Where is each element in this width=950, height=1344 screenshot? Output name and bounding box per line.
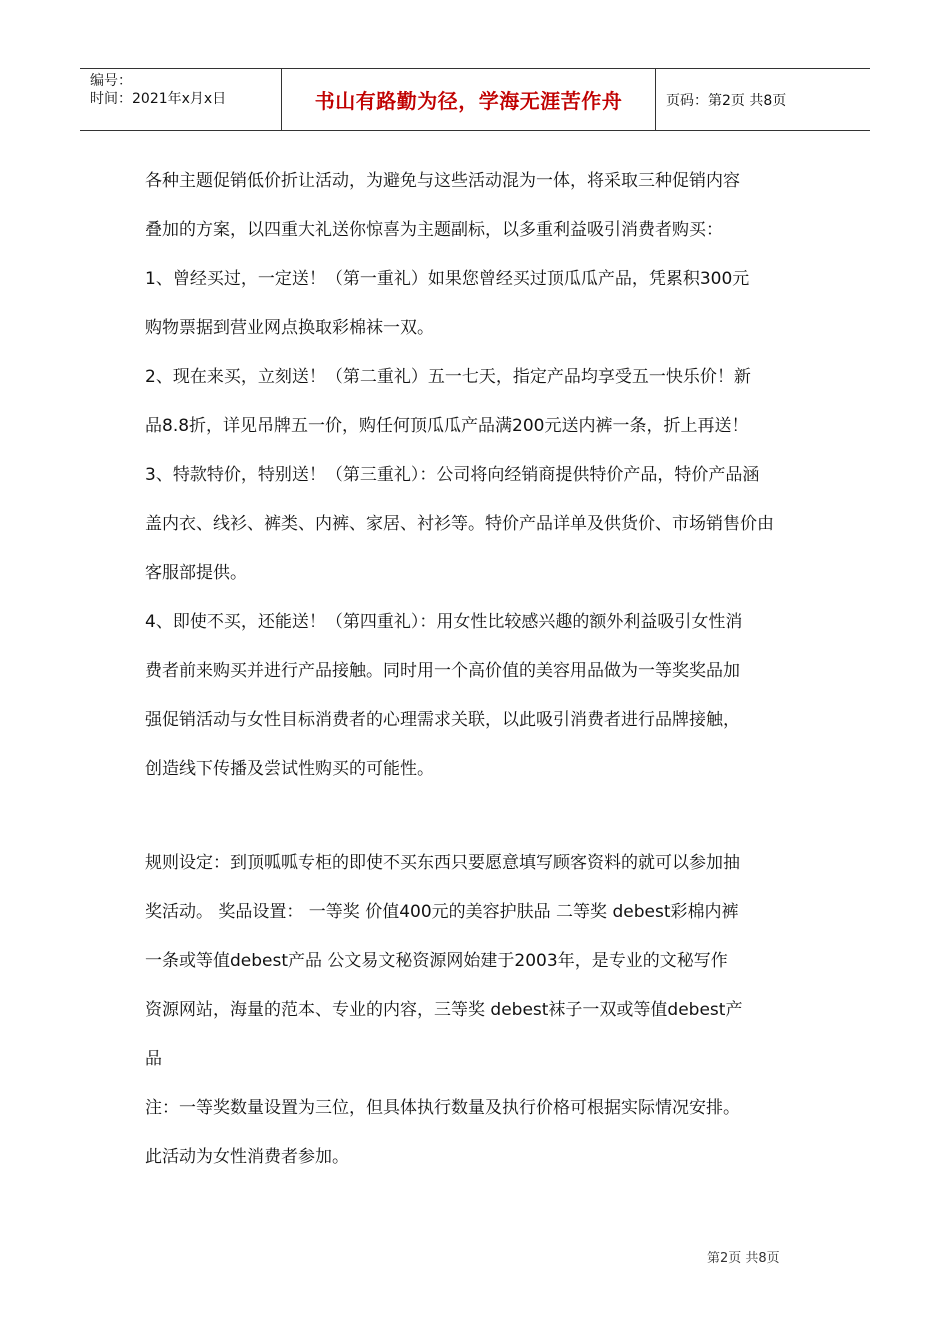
body-line: 此活动为女性消费者参加。 [145, 1147, 349, 1167]
header-motto: 书山有路勤为径，学海无涯苦作舟 [282, 69, 656, 130]
body-line: 资源网站，海量的范本、专业的内容，三等奖 debest袜子一双或等值debest产 [145, 1000, 743, 1020]
header-meta [80, 69, 282, 130]
body-line: 一条或等值debest产品 公文易文秘资源网始建于2003年，是专业的文秘写作 [145, 951, 728, 971]
body-line: 叠加的方案，以四重大礼送你惊喜为主题副标，以多重利益吸引消费者购买： [145, 220, 723, 240]
document-time-label: 时间：2021年x月x日 [90, 91, 227, 107]
body-line: 盖内衣、线衫、裤类、内裤、家居、衬衫等。特价产品详单及供货价、市场销售价由 [145, 514, 774, 534]
paragraph-gap [145, 797, 810, 842]
body-line: 客服部提供。 [145, 563, 247, 583]
body-line: 注：一等奖数量设置为三位，但具体执行数量及执行价格可根据实际情况安排。 [145, 1098, 740, 1118]
body-line: 品 [145, 1049, 162, 1069]
document-number-label: 编号： [90, 73, 132, 89]
body-line: 购物票据到营业网点换取彩棉袜一双。 [145, 318, 434, 338]
header-page-code: 页码：第2页 共8页 [666, 92, 787, 109]
body-line: 奖活动。 奖品设置： 一等奖 价值400元的美容护肤品 二等奖 debest彩棉内裤 [145, 902, 739, 922]
body-line: 4、即使不买，还能送！（第四重礼）：用女性比较感兴趣的额外利益吸引女性消 [145, 612, 743, 632]
body-line: 1、曾经买过，一定送！（第一重礼）如果您曾经买过顶瓜瓜产品，凭累积300元 [145, 269, 750, 289]
body-line: 创造线下传播及尝试性购买的可能性。 [145, 759, 434, 779]
body-line: 品8.8折，详见吊牌五一价，购任何顶瓜瓜产品满200元送内裤一条，折上再送！ [145, 416, 749, 436]
body-line: 2、现在来买，立刻送！（第二重礼）五一七天，指定产品均享受五一快乐价！新 [145, 367, 751, 387]
body-line: 规则设定：到顶呱呱专柜的即使不买东西只要愿意填写顾客资料的就可以参加抽 [145, 853, 740, 873]
page-header [80, 68, 870, 131]
body-line: 各种主题促销低价折让活动，为避免与这些活动混为一体，将采取三种促销内容 [145, 171, 740, 191]
body-line: 费者前来购买并进行产品接触。同时用一个高价值的美容用品做为一等奖奖品加 [145, 661, 740, 681]
page-footer: 第2页 共8页 [707, 1251, 780, 1266]
body-line: 3、特款特价，特别送！（第三重礼）：公司将向经销商提供特价产品，特价产品涵 [145, 465, 760, 485]
document-body [145, 160, 810, 1185]
body-line: 强促销活动与女性目标消费者的心理需求关联，以此吸引消费者进行品牌接触， [145, 710, 740, 730]
